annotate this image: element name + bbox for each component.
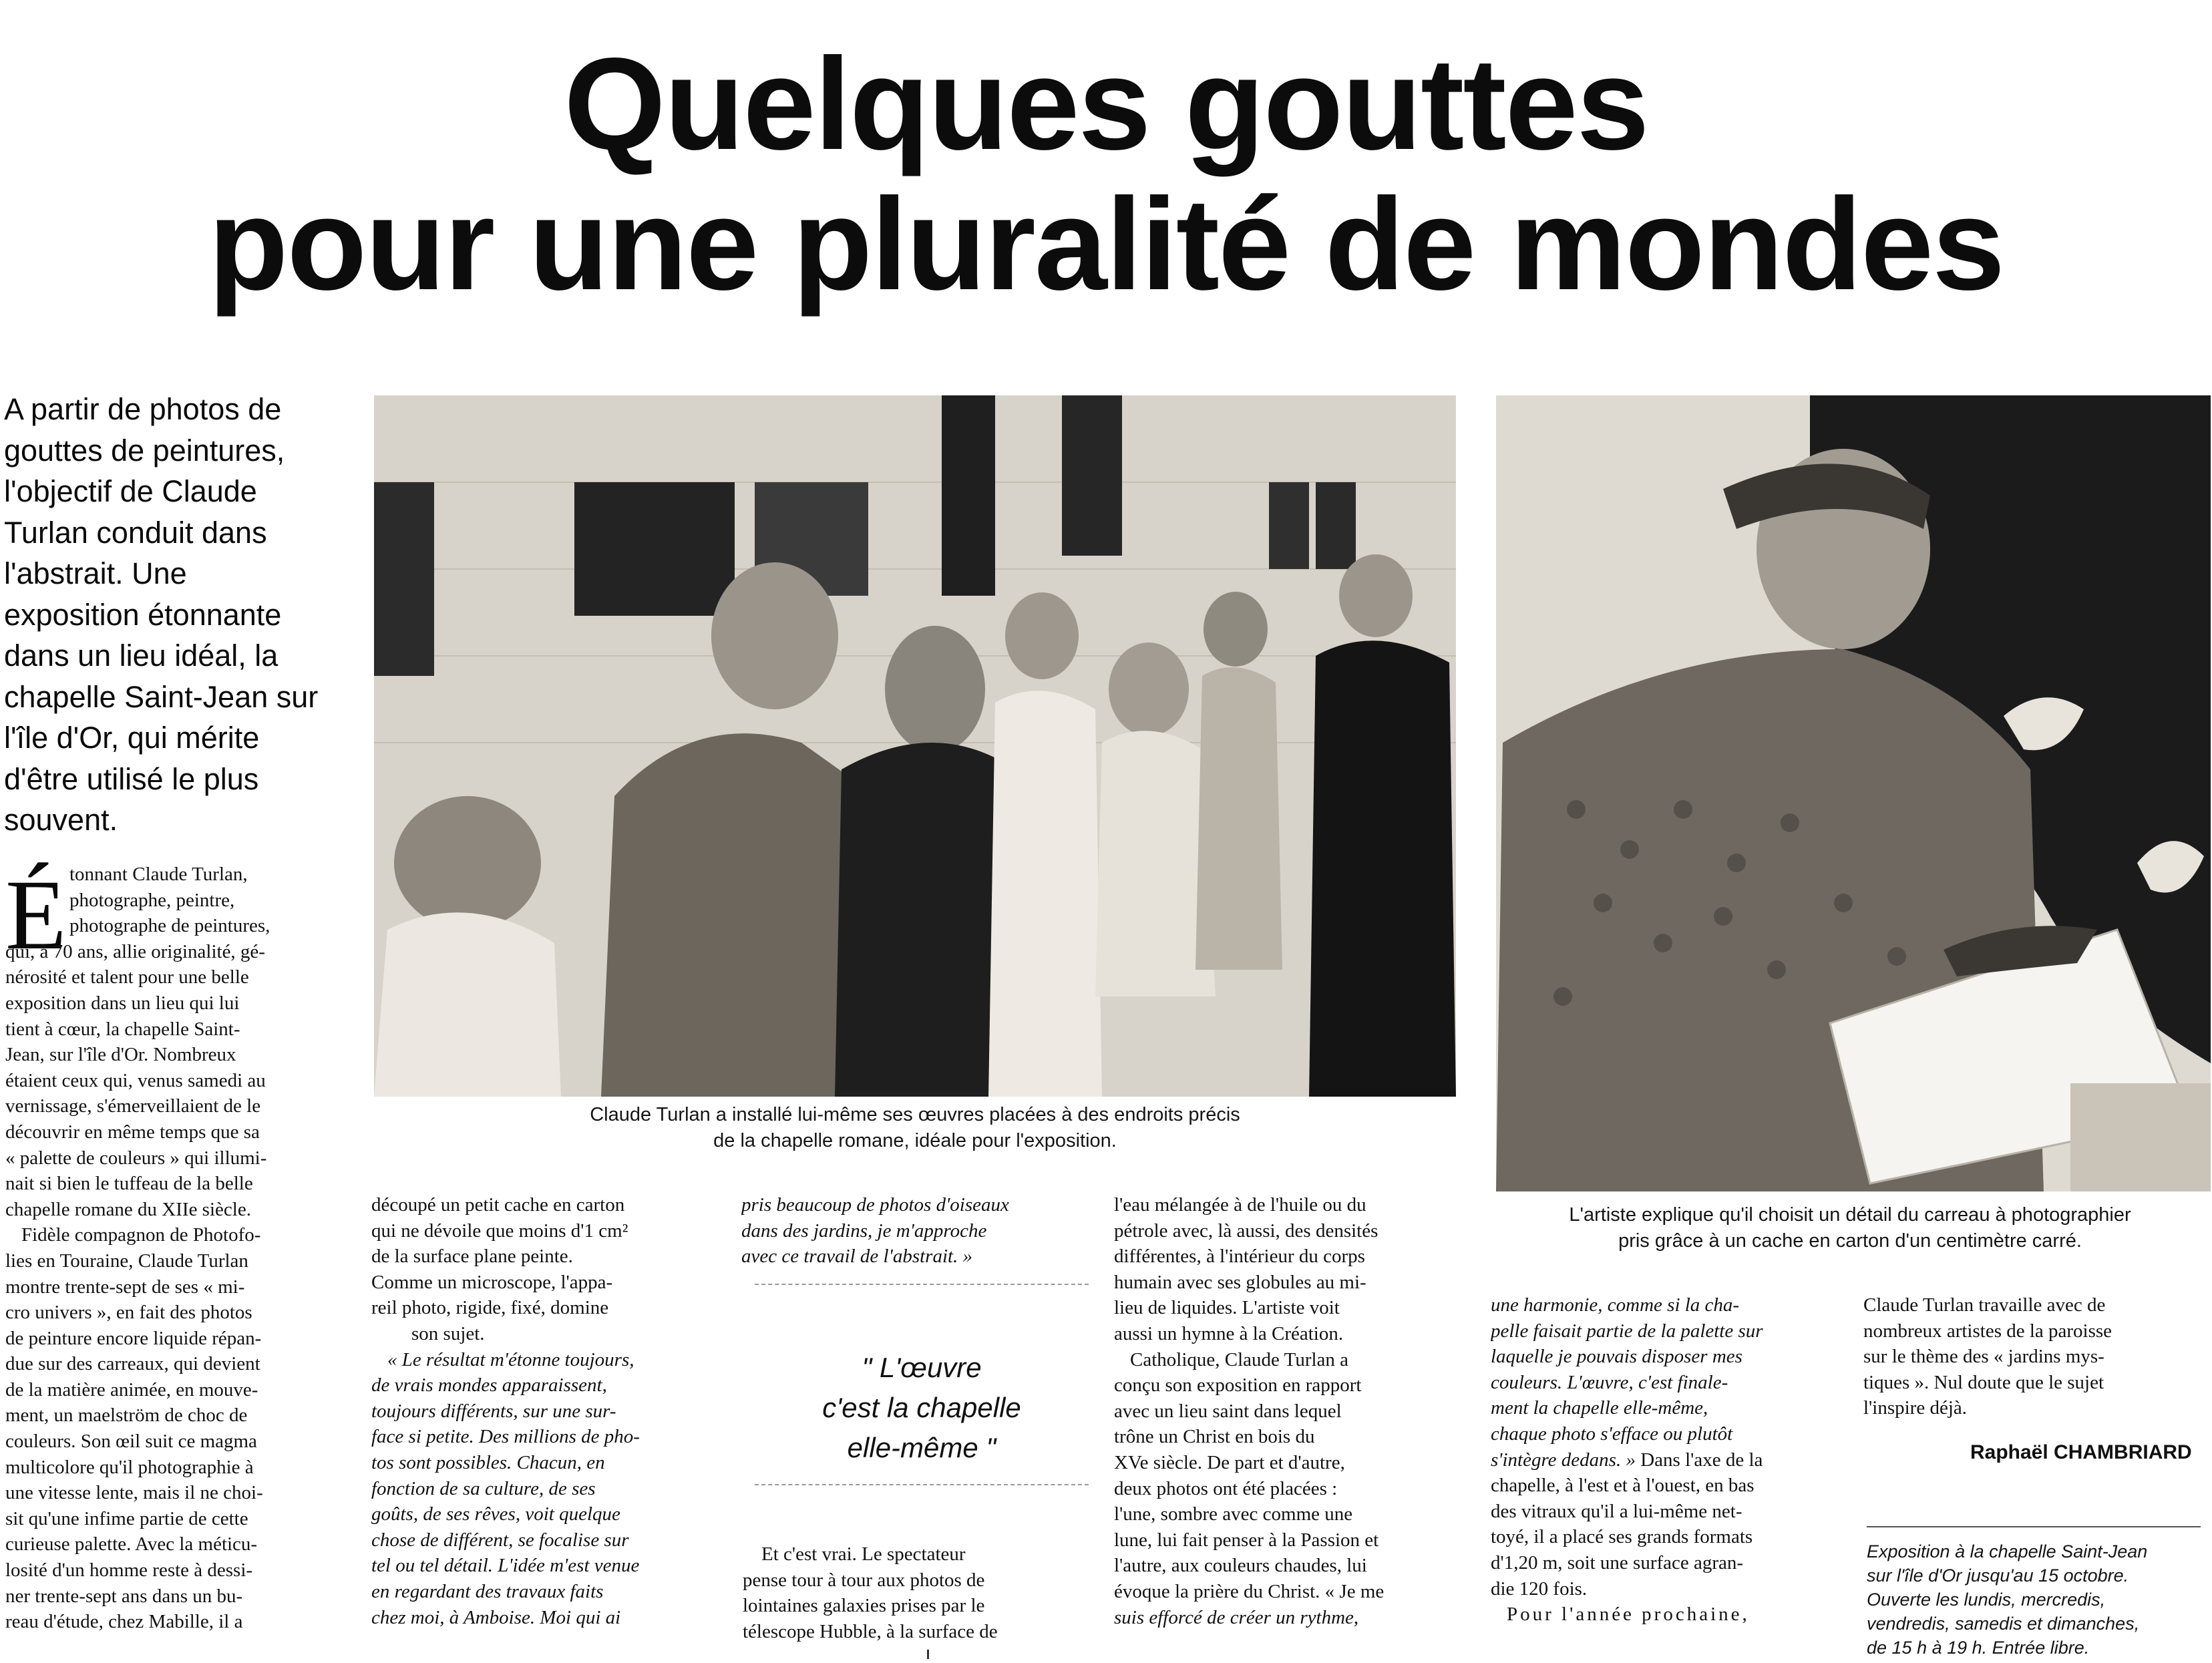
body-line: cro univers », en fait des photos <box>5 1302 252 1324</box>
body-line: toyé, il a placé ses grands formats <box>1491 1526 1753 1548</box>
body-line: laquelle je pouvais disposer mes <box>1491 1346 1742 1368</box>
body-column-6 <box>1863 1292 2205 1421</box>
lead-line: l'objectif de Claude <box>4 474 257 508</box>
body-line: sit qu'une infime partie de cette <box>5 1507 248 1529</box>
body-line: « Le résultat m'étonne toujours, <box>387 1348 634 1370</box>
body-line: lies en Touraine, Claude Turlan <box>5 1250 248 1272</box>
body-line: lune, lui fait penser à la Passion et <box>1114 1529 1379 1551</box>
body-line: de vrais mondes apparaissent, <box>371 1374 607 1397</box>
body-line: chapelle romane du XIIe siècle. <box>5 1198 251 1220</box>
body-line: multicolore qu'il photographie à <box>5 1456 254 1478</box>
body-line: avec ce travail de l'abstrait. » <box>741 1246 973 1268</box>
body-line: suis efforcé de créer un rythme, <box>1114 1606 1359 1628</box>
body-line: tiques ». Nul doute que le sujet <box>1863 1371 2104 1393</box>
body-line: l'eau mélangée à de l'huile ou du <box>1114 1194 1366 1216</box>
body-line: toujours différents, sur une sur- <box>371 1400 616 1422</box>
body-line: évoque la prière du Christ. « Je me <box>1114 1580 1385 1602</box>
body-line: Et c'est vrai. Le spectateur <box>761 1543 966 1565</box>
body-line: ment la chapelle elle-même, <box>1491 1397 1708 1419</box>
headline-line-2: pour une pluralité de mondes <box>208 171 2004 317</box>
lead-line: A partir de photos de <box>4 392 282 426</box>
body-line: tos sont possibles. Chacun, en <box>371 1451 605 1473</box>
body-line: nait si bien le tuffeau de la belle <box>5 1173 253 1195</box>
photo-1-caption <box>374 1102 1456 1154</box>
body-line: Catholique, Claude Turlan a <box>1130 1348 1349 1370</box>
body-line: humain avec ses globules au mi- <box>1114 1271 1366 1293</box>
body-text: Dans l'axe de la <box>1640 1449 1763 1471</box>
body-line: son sujet. <box>411 1322 485 1344</box>
body-line: qui, à 70 ans, allie originalité, gé- <box>5 940 265 962</box>
body-line: pelle faisait partie de la palette sur <box>1491 1320 1763 1342</box>
pull-quote-line: elle-même " <box>847 1432 996 1463</box>
body-line: chose de différent, se focalise sur <box>371 1529 629 1551</box>
body-line: l'autre, aux couleurs chaudes, lui <box>1114 1555 1367 1577</box>
lead-line: souvent. <box>4 803 118 837</box>
body-line: fonction de sa culture, de ses <box>371 1477 596 1499</box>
body-line: tel ou tel détail. L'idée m'est venue <box>371 1555 640 1577</box>
lead-line: dans un lieu idéal, la <box>4 638 279 673</box>
pullquote-rule-bottom <box>755 1484 1089 1485</box>
caption-line: L'artiste explique qu'il choisit un détail du carreau à photographier <box>1569 1204 2131 1226</box>
photo-2-caption <box>1488 1202 2212 1254</box>
body-line: losité d'un homme reste à dessi- <box>5 1559 253 1582</box>
body-line: Pour l'année prochaine, <box>1507 1604 1750 1626</box>
body-line: tonnant Claude Turlan, <box>69 864 248 885</box>
body-line: « palette de couleurs » qui illumi- <box>5 1147 267 1169</box>
body-line: reil photo, rigide, fixé, domine <box>371 1297 609 1319</box>
body-line: exposition dans un lieu qui lui <box>5 992 240 1014</box>
lead-line: gouttes de peintures, <box>4 433 285 468</box>
body-line: une harmonie, comme si la cha- <box>1491 1294 1740 1316</box>
lead-line: Turlan conduit dans <box>4 515 267 550</box>
body-line: Fidèle compagnon de Photofo- <box>21 1224 261 1246</box>
lead-line: chapelle Saint-Jean sur <box>4 679 319 714</box>
body-line: Jean, sur l'île d'Or. Nombreux <box>5 1044 236 1066</box>
body-line: de la matière animée, en mouve- <box>5 1378 258 1401</box>
body-line: montre trente-sept de ses « mi- <box>5 1276 245 1298</box>
info-rule <box>1867 1526 2201 1527</box>
body-line: nérosité et talent pour une belle <box>5 966 249 988</box>
caption-line: Claude Turlan a installé lui-même ses œuvres placées à des endroits précis <box>590 1104 1240 1125</box>
body-line: avec un lieu saint dans lequel <box>1114 1400 1342 1422</box>
body-line: chapelle, à l'est et à l'ouest, en bas <box>1491 1475 1755 1497</box>
caption-line: de la chapelle romane, idéale pour l'exposition. <box>713 1130 1117 1151</box>
exhibition-crowd-photo <box>374 395 1456 1097</box>
body-line: vernissage, s'émerveillaient de le <box>5 1095 261 1117</box>
lead-line: l'abstrait. Une <box>4 556 187 590</box>
body-line: face si petite. Des millions de pho- <box>371 1426 640 1448</box>
info-line: Exposition à la chapelle Saint-Jean <box>1867 1541 2148 1561</box>
body-line: photographe de peintures, <box>69 915 270 937</box>
info-line: sur l'île d'Or jusqu'au 15 octobre. <box>1867 1565 2129 1586</box>
body-line: trône un Christ en bois du <box>1114 1426 1315 1448</box>
body-line: étaient ceux qui, venus samedi au <box>5 1069 266 1091</box>
body-line: lieu de liquides. L'artiste voit <box>1114 1297 1340 1319</box>
body-line: aussi un hymne à la Création. <box>1114 1322 1344 1344</box>
quote-end: s'intègre dedans. » <box>1491 1449 1636 1471</box>
lead-paragraph <box>4 389 318 841</box>
body-line: pétrole avec, là aussi, des densités <box>1114 1220 1378 1242</box>
fold-mark <box>927 1650 929 1659</box>
body-line: chez moi, à Amboise. Moi qui ai <box>371 1606 621 1628</box>
body-line: die 120 fois. <box>1491 1578 1588 1600</box>
info-line: de 15 h à 19 h. Entrée libre. <box>1867 1638 2090 1658</box>
body-column-4 <box>1114 1192 1453 1630</box>
lead-line: l'île d'Or, qui mérite <box>4 721 260 755</box>
body-line: une vitesse lente, mais il ne choi- <box>5 1482 263 1504</box>
body-line: XVe siècle. De part et d'autre, <box>1114 1451 1345 1473</box>
info-line: Ouverte les lundis, mercredis, <box>1867 1590 2106 1610</box>
body-line: reau d'étude, chez Mabille, il a <box>5 1611 243 1633</box>
pullquote-rule-top <box>755 1284 1089 1285</box>
pull-quote <box>761 1348 1082 1468</box>
pull-quote-line: " L'œuvre <box>862 1352 982 1383</box>
body-line: goûts, de ses rêves, voit quelque <box>371 1503 620 1525</box>
body-line: des vitraux qu'il a lui-même net- <box>1491 1500 1742 1522</box>
body-column-5 <box>1491 1292 1823 1628</box>
body-line: deux photos ont été placées : <box>1114 1477 1338 1499</box>
body-line: télescope Hubble, à la surface de <box>743 1620 998 1642</box>
body-line: différentes, à l'intérieur du corps <box>1114 1246 1365 1268</box>
caption-line: pris grâce à un cache en carton d'un centimètre carré. <box>1618 1230 2082 1252</box>
body-line: pris beaucoup de photos d'oiseaux <box>741 1194 1009 1216</box>
pull-quote-line: c'est la chapelle <box>822 1392 1021 1423</box>
body-line: due sur des carreaux, qui devient <box>5 1353 260 1375</box>
body-line: ment, un maelström de choc de <box>5 1405 248 1427</box>
body-line: l'une, sombre avec comme une <box>1114 1503 1353 1525</box>
body-line: Comme un microscope, l'appa- <box>371 1271 613 1293</box>
body-line: lointaines galaxies prises par le <box>743 1595 985 1617</box>
body-line: photographe, peintre, <box>69 889 235 911</box>
body-line: l'inspire déjà. <box>1863 1397 1968 1419</box>
body-line: sur le thème des « jardins mys- <box>1863 1346 2104 1368</box>
body-line: qui ne dévoile que moins d'1 cm² <box>371 1220 628 1242</box>
body-line: conçu son exposition en rapport <box>1114 1374 1362 1397</box>
lead-line: d'être utilisé le plus <box>4 761 259 796</box>
body-line: nombreux artistes de la paroisse <box>1863 1320 2112 1342</box>
body-column-3-top <box>741 1192 1089 1270</box>
body-line: curieuse palette. Avec la méticu- <box>5 1533 258 1555</box>
lead-line: exposition étonnante <box>4 597 282 632</box>
body-line: tient à cœur, la chapelle Saint- <box>5 1018 240 1040</box>
body-line: Claude Turlan travaille avec de <box>1863 1294 2106 1316</box>
body-line: d'1,20 m, soit une surface agran- <box>1491 1551 1744 1574</box>
body-line: couleurs. L'œuvre, c'est finale- <box>1491 1371 1728 1393</box>
info-line: vendredis, samedis et dimanches, <box>1867 1614 2140 1634</box>
body-line <box>1491 1447 1823 1473</box>
body-line: couleurs. Son œil suit ce magma <box>5 1431 257 1453</box>
author-byline: Raphaël CHAMBRIARD <box>1970 1441 2192 1463</box>
artist-portrait-photo <box>1496 395 2211 1191</box>
body-line: en regardant des travaux faits <box>371 1580 604 1602</box>
body-line: pense tour à tour aux photos de <box>743 1569 985 1591</box>
body-line: découvrir en même temps que sa <box>5 1121 260 1143</box>
body-column-3-bottom <box>743 1541 1090 1644</box>
body-line: découpé un petit cache en carton <box>371 1194 625 1216</box>
body-line: chaque photo s'efface ou plutôt <box>1491 1423 1733 1445</box>
body-column-1 <box>5 862 331 1635</box>
headline-line-1: Quelques gouttes <box>564 31 1648 177</box>
body-line: de la surface plane peinte. <box>371 1246 573 1268</box>
body-column-2 <box>371 1192 705 1630</box>
body-line: de peinture encore liquide répan- <box>5 1327 262 1349</box>
drop-cap: É <box>5 860 67 970</box>
exhibition-info-box <box>1867 1539 2204 1660</box>
body-line: ner trente-sept ans dans un bu- <box>5 1585 243 1607</box>
body-line: dans des jardins, je m'approche <box>741 1220 987 1242</box>
